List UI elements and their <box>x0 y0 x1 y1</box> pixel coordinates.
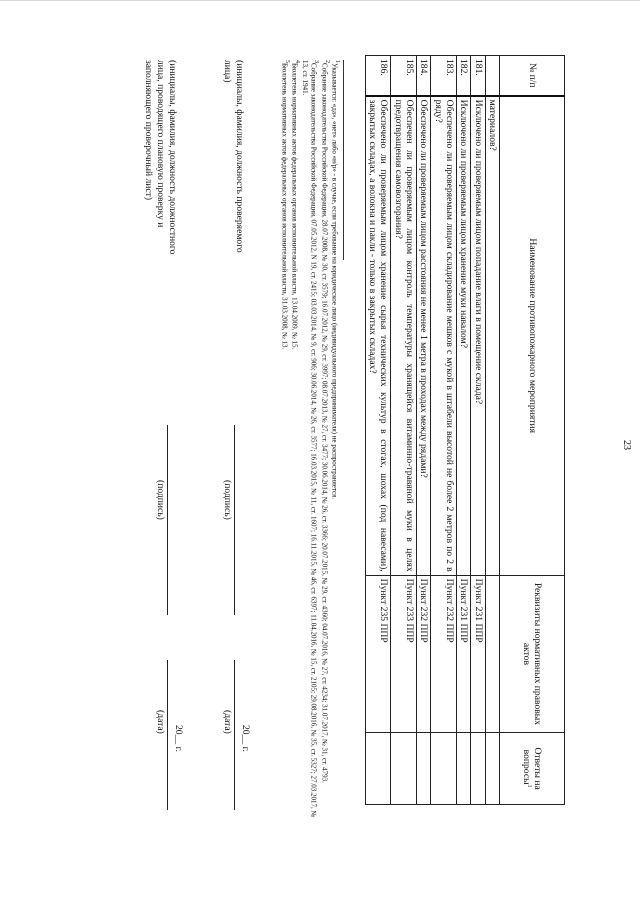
table-row <box>471 56 485 805</box>
date-caption: (дата) <box>222 710 233 734</box>
footnote-marker: 1 <box>334 60 340 63</box>
table-cell-num: 181. <box>471 56 485 96</box>
header-answers-label: Ответы на вопросы <box>520 747 544 790</box>
footnote-marker: 5 <box>283 60 290 63</box>
table-cell-answer <box>417 733 431 805</box>
table-cell-text: Обеспечен ли проверяемым лицом контроль температуры хранящейся витаминно-травяной муки в целях предотвращения самовозгорания? <box>391 96 417 576</box>
table-cell-answer <box>485 733 499 805</box>
table-cell-text: Обеспечено ли проверяемым лицом расстояния не менее 1 метра в проходах между рядами? <box>417 96 431 576</box>
table-cell-num <box>485 56 499 96</box>
signature-line <box>234 425 235 615</box>
footnote <box>319 60 329 820</box>
footnotes <box>280 60 340 820</box>
table-cell-num: 184. <box>417 56 431 96</box>
checklist-table <box>365 55 565 805</box>
table-row <box>431 56 457 805</box>
table-cell-num: 183. <box>431 56 457 96</box>
table-cell-ref: Пункт 233 ППР <box>391 575 417 733</box>
table-cell-num: 182. <box>457 56 471 96</box>
signature-line <box>167 425 168 615</box>
table-cell-answer <box>365 733 391 805</box>
date-caption: (дата) <box>155 710 166 734</box>
table-cell-ref: Пункт 231 ППР <box>457 575 471 733</box>
header-answers-sup: 1 <box>526 784 533 788</box>
footnote <box>300 60 319 820</box>
page-number: 23 <box>621 440 632 450</box>
table-cell-text: Обеспечено ли проверяемым лицом хранение сырья технических культур в стогах, шохах (под навесами), закрытых складах, а волокна и пакли - только в закрытых складах? <box>365 96 391 576</box>
table-cell-ref: Пункт 235 ППР <box>365 575 391 733</box>
date-line <box>167 660 168 810</box>
table-cell-answer <box>457 733 471 805</box>
table-cell-ref <box>485 575 499 733</box>
footnote-text: Бюллетень нормативных актов федеральных органов исполнительной власти, 31.03.2008, № 13. <box>280 63 289 350</box>
table-cell-num: 186. <box>365 56 391 96</box>
table-header-row <box>500 56 565 805</box>
footnote-text: Бюллетень нормативных актов федеральных органов исполнительной власти, 13.04.2009, № 15. <box>290 63 299 350</box>
table-cell-answer <box>471 733 485 805</box>
signature-who: (инициалы, фамилия, должность должностного лица, проводящего плановую проверку и заполняющего проверочный лист) <box>143 60 178 255</box>
footnote-text: Указывается: «да», «нет» либо «н/р» - в случае, если требование на юридическое лицо (индивидуального предпринимателя) не распространяется. <box>330 63 339 500</box>
date-text: 20__ г. <box>173 725 184 752</box>
header-requisites: Реквизиты нормативных правовых актов <box>500 575 565 733</box>
date-line <box>234 660 235 810</box>
header-name: Наименование противопожарного мероприятия <box>500 96 565 576</box>
footnote-marker: 3 <box>313 60 320 63</box>
footnote-marker: 4 <box>294 60 301 63</box>
footnote-marker: 2 <box>323 60 330 63</box>
table-row <box>391 56 417 805</box>
footnote-rule <box>343 60 344 260</box>
signature-who: (инициалы, фамилия, должность проверяемого лица) <box>222 60 245 253</box>
footnote <box>280 60 290 820</box>
table-cell-ref: Пункт 232 ППР <box>431 575 457 733</box>
table-row <box>457 56 471 805</box>
signature-caption: (подпись) <box>222 480 233 520</box>
table-cell-num: 185. <box>391 56 417 96</box>
footnote-text: Собрание законодательства Российской Федерации, 28.07.2008, № 30, ст. 3579; 16.07.2012, № 29, ст. 3997; 08.07.2013, № 27, ст. 3477; 30.06.2014, № 26, ст. 3366; 20.07.2015, № 29, ст. 4360; 04.07.2016, № 27, ст. 4234; 31.07.2017, № 31, ст. 4793. <box>320 63 329 783</box>
footnote <box>290 60 300 820</box>
table-cell-text: материалов? <box>485 96 499 576</box>
signature-caption: (подпись) <box>155 480 166 520</box>
date-text: 20__ г. <box>240 725 251 752</box>
table-cell-text: Обеспечено ли проверяемым лицом складирование мешков с мукой в штабели высотой не более 2 метров по 2 в ряду? <box>431 96 457 576</box>
table-row <box>417 56 431 805</box>
header-answers <box>500 733 565 805</box>
table-cell-text: Исключено ли проверяемым лицом попадание влаги в помещение склада? <box>471 96 485 576</box>
table-cell-answer <box>391 733 417 805</box>
footnote-text: Собрание законодательства Российской Федерации, 07.05.2012, N 19, ст. 2415; 03.03.2014, № 9, ст. 906; 30.06.2014, № 26, ст. 3577; 16.03.2015, № 11, ст. 1607; 16.11.2015, № 46, ст. 6397; 11.04.2016, № 15, ст. 2105; 29.08.2016, № 35, ст. 5327; 27.03.2017, № 13, ст. 1941. <box>301 60 319 818</box>
table-row <box>365 56 391 805</box>
table-cell-ref: Пункт 232 ППР <box>417 575 431 733</box>
table-row-continuation <box>485 56 499 805</box>
footnote <box>330 60 340 820</box>
header-num: № п/п <box>500 56 565 96</box>
table-cell-ref: Пункт 231 ППР <box>471 575 485 733</box>
table-cell-text: Исключено ли проверяемым лицом хранение муки навалом? <box>457 96 471 576</box>
table-cell-answer <box>431 733 457 805</box>
